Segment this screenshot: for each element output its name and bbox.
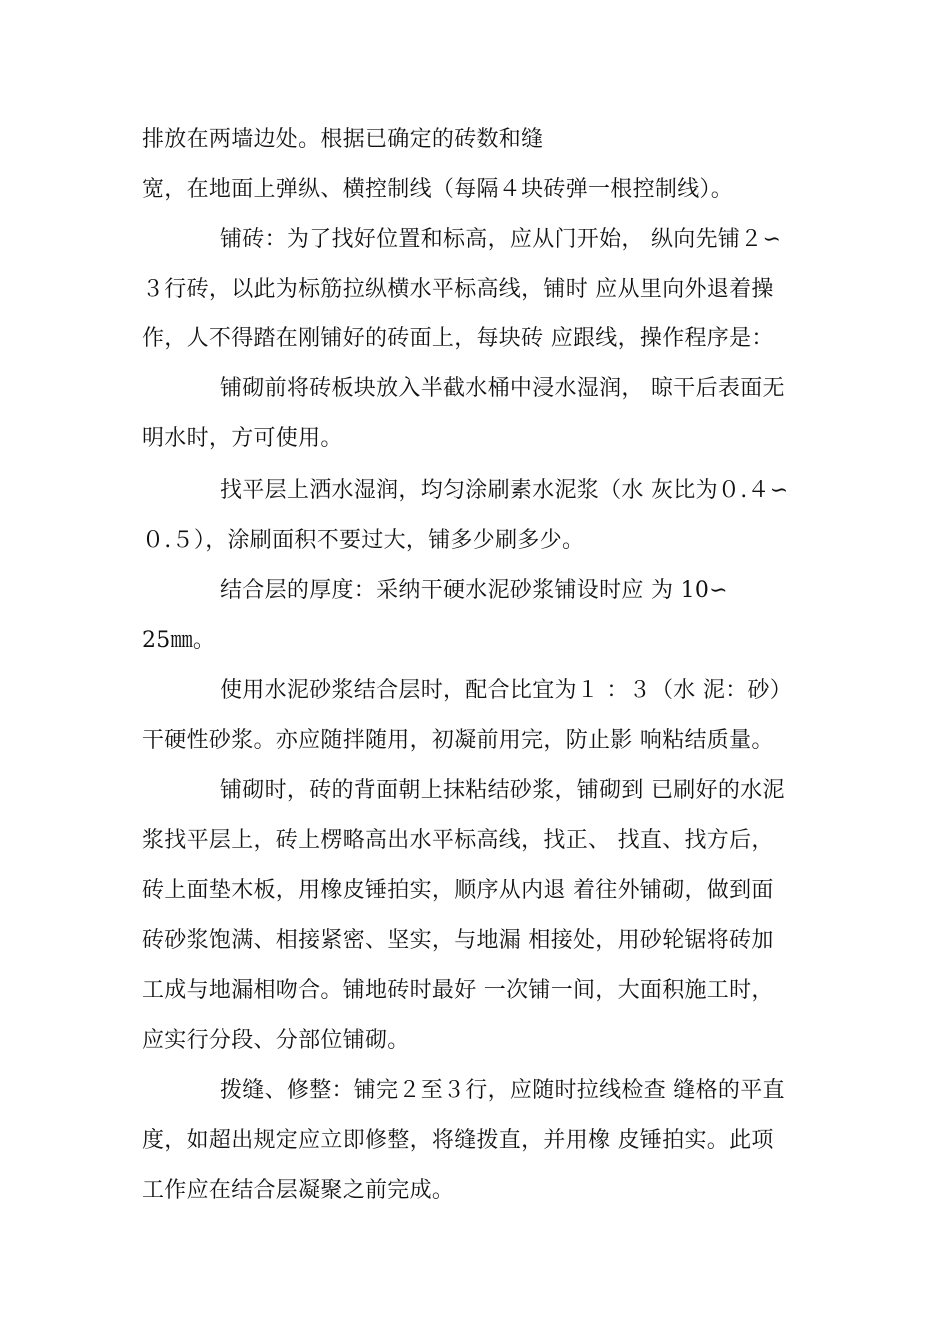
text-line: 作，人不得踏在刚铺好的砖面上，每块砖 应跟线，操作程序是：	[142, 326, 774, 351]
text-line: 工成与地漏相吻合。铺地砖时最好 一次铺一间，大面积施工时，	[142, 978, 774, 1003]
text-line: ３行砖，以此为标筋拉纵横水平标高线，铺时 应从里向外退着操	[142, 277, 774, 302]
text-line: 砖砂浆饱满、相接紧密、坚实，与地漏 相接处，用砂轮锯将砖加	[142, 928, 774, 953]
text-line: 应实行分段、分部位铺砌。	[142, 1028, 410, 1053]
text-line: 工作应在结合层凝聚之前完成。	[142, 1178, 455, 1203]
paragraph-start-line: 拨缝、修整：铺完２至３行，应随时拉线检查 缝格的平直	[220, 1078, 785, 1103]
paragraph-start-line: 使用水泥砂浆结合层时，配合比宜为１ ：３（水 泥：砂）	[220, 678, 793, 703]
paragraph-start-line: 结合层的厚度：采纳干硬水泥砂浆铺设时应 为 10∽	[220, 578, 728, 603]
text-line: 干硬性砂浆。亦应随拌随用，初凝前用完，防止影 响粘结质量。	[142, 728, 774, 753]
text-line: 砖上面垫木板，用橡皮锤拍实，顺序从内退 着往外铺砌，做到面	[142, 878, 774, 903]
paragraph-start-line: 铺砖：为了找好位置和标高，应从门开始， 纵向先铺２∽	[220, 227, 782, 252]
paragraph-start-line: 找平层上洒水湿润，均匀涂刷素水泥浆（水 灰比为０.４∽	[220, 478, 789, 503]
text-line: 浆找平层上，砖上楞略高出水平标高线，找正、 找直、找方后，	[142, 828, 774, 853]
text-line: 宽，在地面上弹纵、横控制线（每隔４块砖弹一根控制线）。	[142, 177, 734, 202]
text-line: 度，如超出规定应立即修整，将缝拨直，并用橡 皮锤拍实。此项	[142, 1128, 774, 1153]
text-line: ０.５），涂刷面积不要过大，铺多少刷多少。	[142, 528, 585, 553]
paragraph-start-line: 铺砌时，砖的背面朝上抹粘结砂浆，铺砌到 已刷好的水泥	[220, 778, 785, 803]
text-line: 25㎜。	[142, 628, 216, 653]
text-line: 明水时，方可使用。	[142, 426, 343, 451]
paragraph-start-line: 铺砌前将砖板块放入半截水桶中浸水湿润， 晾干后表面无	[220, 376, 785, 401]
text-line: 排放在两墙边处。根据已确定的砖数和缝	[142, 127, 544, 152]
